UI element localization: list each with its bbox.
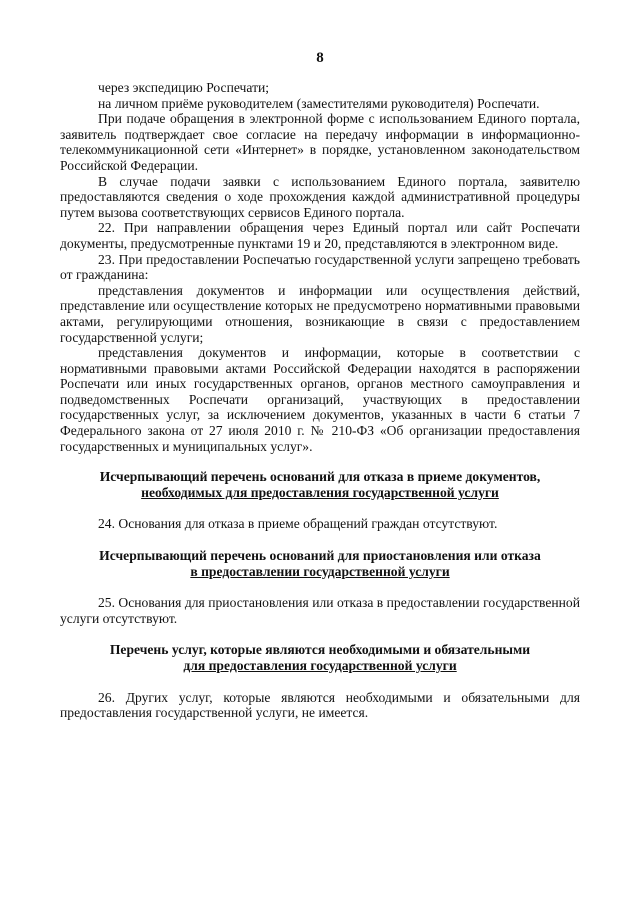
section-heading bbox=[60, 548, 580, 579]
paragraph: 24. Основания для отказа в приеме обращений граждан отсутствуют. bbox=[98, 516, 498, 532]
paragraph: 25. Основания для приостановления или отказа в предоставлении государственной услуги отсутствуют. bbox=[60, 595, 580, 626]
heading-line: Перечень услуг, которые являются необходимыми и обязательными bbox=[109, 642, 531, 658]
heading-line: Исчерпывающий перечень оснований для приостановления или отказа bbox=[99, 548, 541, 564]
paragraph: При подаче обращения в электронной форме с использованием Единого портала, заявитель подтверждает свое согласие на передачу информации в информационно-телекоммуникационной сети «Интернет» в порядке, установленном законодательством Российской Федерации. bbox=[60, 111, 580, 173]
paragraph: 26. Других услуг, которые являются необходимыми и обязательными для предоставления государственной услуги, не имеется. bbox=[60, 689, 580, 721]
paragraph: 22. При направлении обращения через Единый портал или сайт Роспечати документы, предусмотренные пунктами 19 и 20, представляются в электронном виде. bbox=[60, 220, 580, 251]
paragraph: представления документов и информации или осуществления действий, представление или осуществление которых не предусмотрено нормативными правовыми актами, регулирующими отношения, возникающие в связи с предоставлением государственной услуги; bbox=[60, 282, 580, 345]
paragraph: на личном приёме руководителем (заместителями руководителя) Роспечати. bbox=[98, 95, 540, 111]
heading-line: необходимых для предоставления государственной услуги bbox=[141, 484, 499, 500]
heading-line: Исчерпывающий перечень оснований для отказа в приеме документов, bbox=[99, 469, 541, 485]
section-heading bbox=[60, 642, 580, 673]
paragraph: В случае подачи заявки с использованием Единого портала, заявителю предоставляются сведения о ходе прохождения каждой административной процедуры путем вызова соответствующих сервисов Единого портала. bbox=[60, 173, 580, 220]
heading-line: для предоставления государственной услуги bbox=[183, 658, 457, 673]
paragraph: представления документов и информации, которые в соответствии с нормативными правовыми актами Российской Федерации находятся в распоряжении Роспечати или иных государственных органов, органов местного самоуправления и подведомственных Роспечати организаций, участвующих в предоставлении государственных услуг, за исключением документов, указанных в части 6 статьи 7 Федерального закона от 27 июля 2010 г. № 210-ФЗ «Об организации предоставления государственных и муниципальных услуг». bbox=[60, 345, 580, 454]
heading-line: в предоставлении государственной услуги bbox=[190, 563, 450, 579]
page-number: 8 bbox=[316, 50, 324, 66]
section-heading bbox=[60, 469, 580, 500]
paragraph: 23. При предоставлении Роспечатью государственной услуги запрещено требовать от гражданина: bbox=[60, 251, 580, 283]
document-body bbox=[60, 80, 580, 721]
paragraph: через экспедицию Роспечати; bbox=[98, 80, 270, 95]
